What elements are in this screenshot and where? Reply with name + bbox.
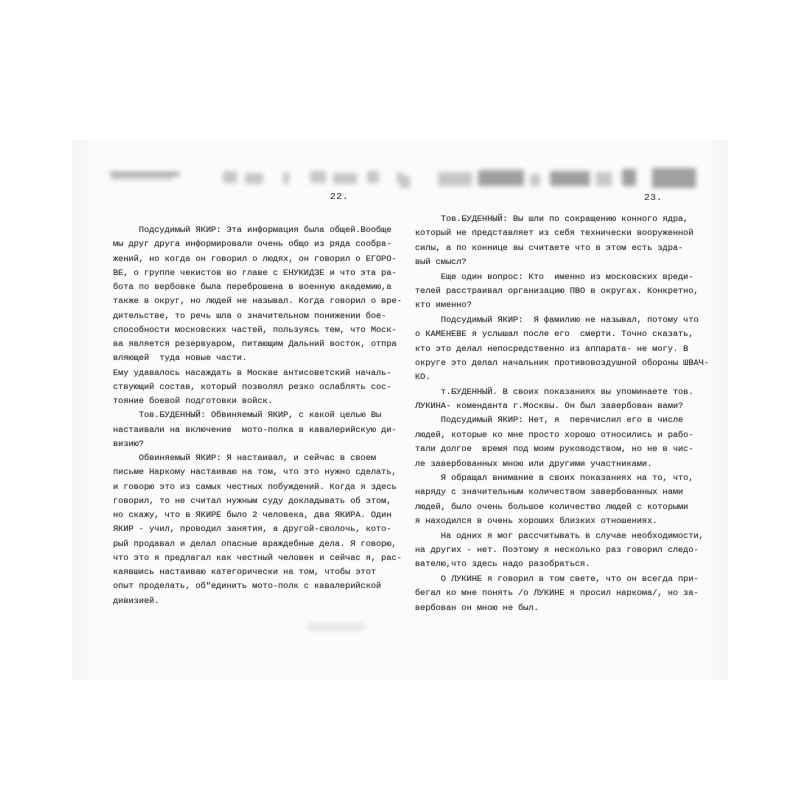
text-line: вербован он мною не был. [415, 602, 539, 613]
text-line: кто это делал непосредственно из аппарата- не могу. В [415, 343, 689, 354]
text-line: ЯКИР - учил, проводил занятия, а другой-сволочь, кото- [113, 524, 392, 535]
text-line: Обвиняемый ЯКИР: Я настаивал, и сейчас в своем [113, 453, 377, 463]
smudge-mark [310, 171, 326, 183]
text-line: Я обращал внимание в своих показаниях на то, что, [415, 473, 694, 484]
smudge-mark [111, 177, 173, 180]
bleed-through-artifact-right [400, 160, 710, 192]
text-line: что это я предлагал как честный человек и сейчас я, рас- [113, 552, 402, 563]
text-line: о КАМЕНЕВЕ я услышал после его смерти. Точно сказать, [415, 329, 694, 340]
smudge-mark [333, 173, 357, 184]
smudge-mark [283, 172, 289, 184]
text-line: КО. [415, 372, 431, 383]
text-line: ле завербованных мною или другими участниками. [415, 458, 653, 469]
text-line: кто именно? [415, 300, 472, 311]
text-line: ЛУКИНА- коменданта г.Москвы. Он был завербован вами? [415, 401, 684, 412]
text-line: жений, но когда он говорил о людях, он говорил о ЕГОРО- [113, 253, 397, 264]
text-line: На одних я мог рассчитывать в случае необходимости, [415, 530, 704, 541]
text-line: Тов.БУДЕННЫЙ: Вы шли по сокращению конного ядра, [415, 214, 689, 224]
text-line: также в округ, но людей не называл. Когда говорил о вре- [113, 296, 402, 307]
text-line: мы друг друга информировали очень общо из ряда сообра- [113, 239, 392, 250]
text-line: способности московских частей, пользуясь тем, что Моск- [113, 324, 397, 335]
text-line: тояние боевой подготовки войск. [113, 396, 273, 406]
text-line: бегал ко мне понять /о ЛУКИНЕ я просил наркома/, но за- [415, 588, 699, 599]
text-line: людей, которые ко мне просто хорошо относились и рабо- [415, 429, 694, 440]
text-line: силы, а по коннице вы считаете что в этом есть здра- [415, 242, 684, 253]
text-line: письме Наркому настаиваю на том, что это нужно сделать, [113, 467, 397, 478]
text-line: визию? [113, 438, 144, 449]
text-line: Подсудимый ЯКИР: Эта информация была общей.Вообще [113, 225, 392, 235]
text-line: на других - нет. Поэтому я несколько раз говорил следо- [415, 544, 699, 555]
smudge-mark [652, 168, 696, 188]
text-line: ВЕ, о группе чекистов во главе с ЕНУКИДЗЕ и что эта ра- [113, 267, 397, 278]
bleed-through-artifact-bottom [308, 621, 364, 633]
text-line: каявшись настаиваю категорически на том, чтобы этот [113, 567, 377, 577]
text-line: Подсудимый ЯКИР: Я фамилию не называл, потому что [415, 314, 699, 325]
text-line: округе это делал начальник противовоздушной обороны ШВАЧ- [415, 357, 709, 368]
smudge-mark [367, 171, 379, 183]
text-line: я находился в очень хороших близких отношениях. [415, 516, 658, 527]
text-line: дивизией. [113, 595, 160, 606]
smudge-mark [223, 171, 237, 183]
page-22-text-column [113, 223, 405, 608]
smudge-mark [245, 173, 263, 184]
text-line: людей, было очень большое количество людей с которыми [415, 501, 689, 512]
text-line: тали долгое время под моим руководством, но не в чис- [415, 444, 694, 455]
text-line: Еще один вопрос: Кто именно из московских вреди- [415, 271, 694, 282]
text-line: наряду с значительным количеством завербованных нами [415, 487, 684, 498]
text-line: вателю,что здесь надо разобраться. [415, 559, 591, 570]
text-line: но скажу, что в ЯКИРЕ было 2 человека, два ЯКИРА. Один [113, 510, 392, 520]
text-line: опыт проделать, об"единить мото-полк с кавалерийской [113, 581, 382, 592]
page-number-left: 22. [330, 191, 349, 202]
smudge-mark [438, 172, 472, 186]
text-line: ствующий состав, который позволял резко ослаблять сос- [113, 381, 392, 392]
text-line: вляющей туда новые части. [113, 353, 248, 364]
text-line: рый продавал и делал опасные враждебные дела. Я говорю, [113, 538, 397, 549]
text-line: бота по вербовке была переброшена в военную академию,а [113, 282, 392, 292]
text-line: который не представляет из себя технически вооруженной [415, 228, 694, 239]
text-line: дительстве, то речь шла о значительном понижении бое- [113, 310, 387, 321]
text-line: Тов.БУДЕННЫЙ: Обвиняемый ЯКИР, с какой целью Вы [113, 410, 382, 421]
smudge-mark [622, 169, 636, 186]
text-line: Подсудимый ЯКИР: Нет, я перечислил его в числе [415, 415, 684, 426]
text-line: настаивали на включение мото-полка в кавалерийскую ди- [113, 424, 397, 435]
page-23-text-column [415, 212, 711, 615]
text-line: т.БУДЕННЫЙ. В своих показаниях вы упоминаете тов. [415, 386, 694, 397]
bleed-through-artifact-left [105, 163, 405, 189]
text-line: вый смысл? [415, 257, 467, 268]
smudge-mark [478, 170, 524, 186]
text-line: и говорю это из самых честных побуждений. Когда я здесь [113, 481, 397, 492]
smudge-mark [308, 624, 364, 630]
smudge-mark [596, 172, 612, 186]
smudge-mark [550, 171, 590, 186]
text-line: говорил, то не считал нужным суду докладывать об этом, [113, 495, 392, 506]
smudge-mark [400, 176, 410, 188]
page-number-right: 23. [644, 192, 663, 203]
text-line: телей расстраивал организацию ПВО в округах. Конкретно, [415, 285, 699, 296]
text-line: Ему удавалось насаждать в Москве антисоветский началь- [113, 367, 392, 378]
smudge-mark [110, 172, 180, 176]
text-line: ва является резервуаром, питающим Дальний восток, отпра [113, 339, 397, 349]
text-line: О ЛУКИНЕ я говорил в том свете, что он всегда при- [415, 573, 699, 584]
smudge-mark [530, 174, 540, 186]
